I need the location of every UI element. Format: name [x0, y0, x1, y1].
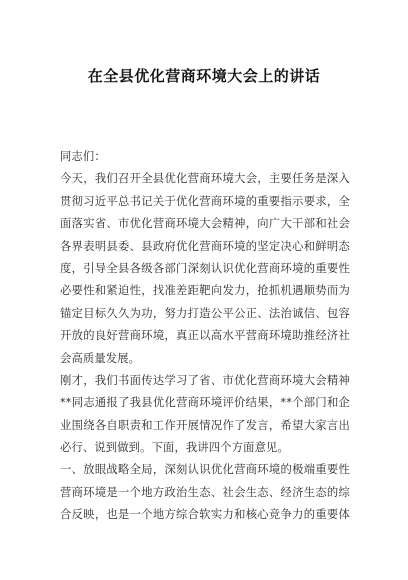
paragraph-line: 必要性和紧迫性，找准差距靶向发力，抢抓机遇顺势而为	[60, 284, 350, 298]
paragraph-line: 度，引导全县各级各部门深刻认识优化营商环境的重要性	[60, 261, 350, 275]
paragraph-line: 各界表明县委、县政府优化营商环境的坚定决心和鲜明态	[60, 239, 350, 253]
paragraph-line: 贯彻习近平总书记关于优化营商环境的重要指示要求，全	[60, 194, 350, 208]
paragraph-line: 合反映，也是一个地方综合软实力和核心竞争力的重要体	[60, 508, 350, 522]
document-title: 在全县优化营商环境大会上的讲话	[87, 67, 321, 85]
section-heading: 一、放眼战略全局，深刻认识优化营商环境的极端重要性	[60, 463, 350, 477]
salutation: 同志们：	[60, 150, 106, 163]
paragraph-line: **同志通报了我县优化营商环境评价结果，**个部门和企	[60, 396, 350, 410]
paragraph-line: 营商环境是一个地方政治生态、社会生态、经济生态的综	[60, 485, 350, 499]
paragraph-line: 刚才，我们书面传达学习了省、市优化营商环境大会精神	[60, 373, 350, 387]
paragraph-line: 锚定目标久久为功，努力打造公平公正、法治诚信、包容	[60, 306, 350, 320]
paragraph-line: 业围绕各自职责和工作开展情况作了发言，希望大家言出	[60, 418, 350, 432]
paragraph-line: 会高质量发展。	[60, 351, 141, 365]
paragraph-line: 必行、说到做到。下面，我讲四个方面意见。	[60, 441, 289, 455]
paragraph-line: 今天，我们召开全县优化营商环境大会，主要任务是深入	[60, 172, 350, 186]
document-body	[60, 146, 350, 527]
paragraph-line: 开放的良好营商环境，真正以高水平营商环境助推经济社	[60, 329, 350, 343]
paragraph-line: 面落实省、市优化营商环境大会精神，向广大干部和社会	[60, 217, 350, 231]
